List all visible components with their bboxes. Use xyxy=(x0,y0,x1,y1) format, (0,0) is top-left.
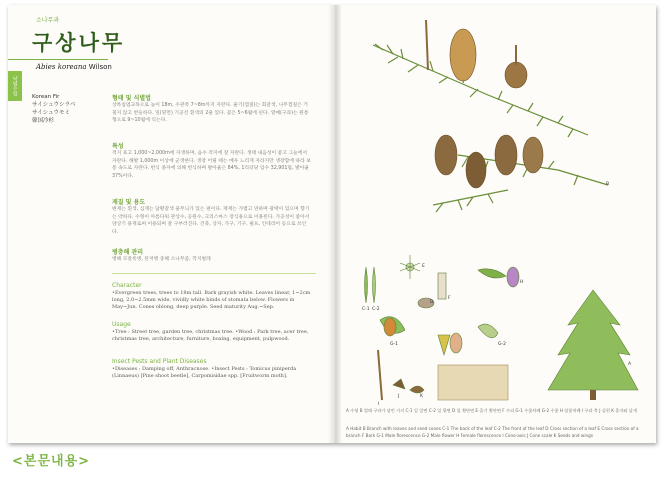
tree-habit-illustration xyxy=(548,290,638,400)
book-spread xyxy=(8,5,656,443)
figure-label: K xyxy=(420,394,423,399)
right-page xyxy=(338,5,656,443)
section-body: 적지 표고 1,000~2,000m에 자생하며, 음수 적지에 잘 자란다. 생태 내음성이 좋고 그늘에서 자란다. 해발 1,000m 이상에 군생한다. 생장 어릴 때는 매우 느리게 자라지만 생장함에 따라 보통 속도로 자란다. 번식 종자에 의해 번식하며 발아율은 84%, 1리터당 입수 32,901립, 발아율 37%이다. xyxy=(112,151,311,179)
side-tab: 낙엽수림 xyxy=(8,71,22,101)
cone-illustration xyxy=(426,20,543,188)
common-name: サイシュウモミ xyxy=(32,110,71,116)
branch-illustration xyxy=(373,44,608,212)
figure-label: D xyxy=(430,300,434,305)
section-heading: 특성 xyxy=(112,143,124,150)
english-heading: Insect Pests and Plant Diseases xyxy=(112,358,207,365)
section-body: 병해 모잘록병, 탄저병 충해 소나무좀, 깍지벌레 xyxy=(112,257,211,262)
figure-label: C-2 xyxy=(372,307,380,312)
common-names xyxy=(32,93,76,125)
section-body: 상록침엽교목으로 높이 18m, 수관폭 7~8m까지 자란다. 줄기(껍질)는 회갈색, 나무껍질은 거칠지 않고 반들하다. 잎(밑면) 기공선 흰색의 2줄 있다. 꽃은 5~6월에 핀다. 열매(구과)는 원통형으로 9~10월에 익는다. xyxy=(112,103,309,123)
species-title: 구상나무 xyxy=(32,31,126,55)
figure-label: J xyxy=(398,394,400,399)
figure-label: G-1 xyxy=(390,342,398,347)
detail-illustrations xyxy=(365,255,520,400)
botanical-illustration xyxy=(338,5,656,405)
body-content-caption: <본문내용> xyxy=(12,454,91,469)
figure-label: C-1 xyxy=(362,307,370,312)
figure-label: F xyxy=(448,296,451,301)
legend-english: A Habit B Branch with leaves and seed cones C-1 The back of the leaf C-2 The front of the leaf D Cross section of a leaf E Cross section of a branch F Bark G-1 Male florescence G-2 Male flower H Female florescence I Cone-axis J Cone scale K Seeds and wings xyxy=(346,426,639,438)
english-heading: Usage xyxy=(112,321,131,328)
common-name: サイシュウシラベ xyxy=(32,102,76,108)
common-name: 韓国冷杉 xyxy=(32,118,55,124)
section-heading: 재질 및 용도 xyxy=(112,199,146,206)
section-body: 변재는 흰색, 심재는 담황갈색 줄무늬가 있는 편이다. 재재는 가볍고 연하며 광택이 있으며 향기는 약하다. 수형이 아름다워 관상수, 공원수, 크리스마스 장식용으로 이용된다. 가공성이 좋아서 양상기 용재로써 이용되며 잘 구부러진다. 건축, 상자, 가구, 기구, 펄프, 인테리어 등으로 쓰인다. xyxy=(112,207,310,235)
english-heading: Character xyxy=(112,282,142,289)
left-page xyxy=(8,5,332,443)
english-divider xyxy=(112,273,316,274)
figure-label: E xyxy=(422,264,425,269)
section-heading: 병충해 관리 xyxy=(112,249,144,256)
english-body: •Tree : Street tree, garden tree, christmas tree. •Wood : Park tree, acer tree, christmas tree, architecture, furniture, boxing, equipment, pulpwood. xyxy=(112,329,309,342)
english-body: •Diseases : Damping off, Anthracnose. •Insect Pests : Tomicus piniperda (Linnaeus) [Pine shoot beetle], Carpomisidae spp. [Fruitworm moth]. xyxy=(112,366,297,379)
scientific-name xyxy=(36,63,112,71)
figure-label: G-2 xyxy=(498,342,506,347)
family-label: 소나무과 xyxy=(36,17,60,24)
scientific-name-italic: Abies koreana xyxy=(36,63,87,71)
figure-label: I xyxy=(378,402,380,405)
legend-korean: A 수형 B 열매 구과가 달린 가지 C-1 잎 앞면 C-2 잎 뒷면 D 잎 횡단면 E 줄기 횡단면 F 수피 G-1 수꽃차례 G-2 수꽃 H 암꽃차례 I 구과 축 J 실편 K 종자와 날개 xyxy=(346,408,637,413)
scientific-name-author: Wilson xyxy=(88,63,112,71)
common-name: Korean Fir xyxy=(32,94,60,100)
title-divider xyxy=(8,59,108,60)
figure-label: B xyxy=(606,182,610,187)
figure-label: A xyxy=(628,362,632,367)
section-heading: 형태 및 식별법 xyxy=(112,95,151,102)
figure-label: H xyxy=(520,280,524,285)
english-body: •Evergreen trees, trees to 18m tall. Bark grayish white. Leaves linear, 1~2cm long, 2.0~2.5mm wide, vividly white binds of stomata below. Flowers in May~Jun. Cones oblong, deep purple. Seed maturity Aug.~Sep. xyxy=(112,290,311,310)
